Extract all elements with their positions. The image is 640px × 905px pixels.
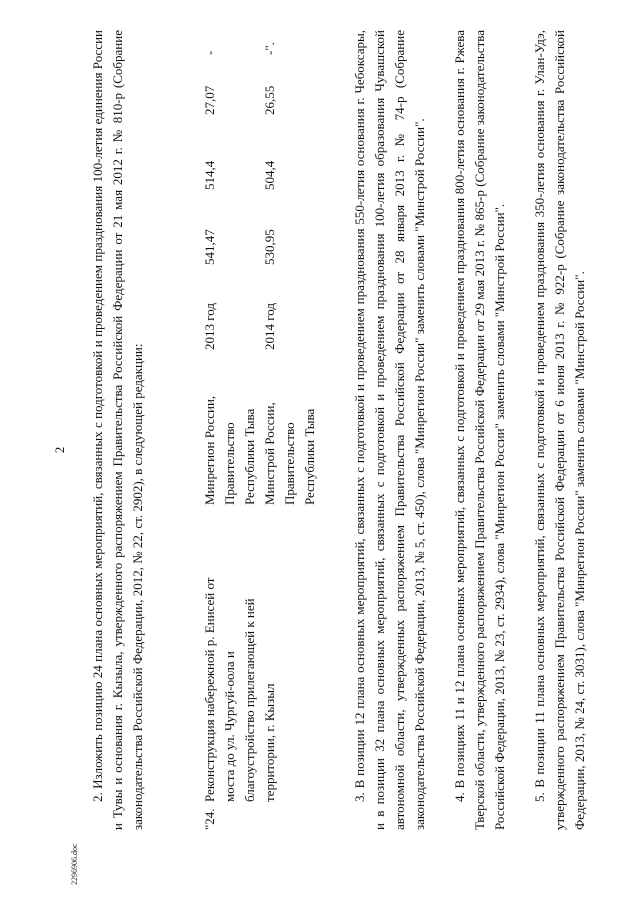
year: 2013 год bbox=[202, 303, 217, 350]
total-value: 541,47 bbox=[202, 229, 217, 265]
position-number: "24. bbox=[202, 808, 217, 830]
paragraph-5: 5. В позиции 11 плана основных мероприятий, связанных с подготовкой и проведением празднования 350-летия основания г. Улан-Удэ, утвержденного распоряжением Правительства Российской Федерации от 6 июня 2013 г. № 922-р (Собрание законодательства Российской Федерации, 2013, № 24, ст. 3031), слова "Минрегион России" заменить словами "Минстрой России". bbox=[532, 30, 587, 830]
regional-value: 26,55 bbox=[262, 85, 277, 115]
other-value: -". bbox=[262, 42, 277, 55]
responsible: Минстрой России, Правительство Республики Тыва bbox=[262, 402, 317, 505]
total-value: 530,95 bbox=[262, 229, 277, 265]
paragraph-4: 4. В позициях 11 и 12 плана основных мероприятий, связанных с подготовкой и проведением празднования 800-летия основания г. Ржева Тверской области, утвержденного распоряжением Правительства Российской Федерации от 29 мая 2013 г. № 865-р (Собрание законодательства Российской Федерации, 2013, № 23, ст. 2934), слова "Минрегион России" заменить словами "Минстрой России". bbox=[452, 30, 507, 830]
responsible: Минрегион России, Правительство Республики Тыва bbox=[202, 395, 257, 505]
page-number: 2 bbox=[52, 446, 67, 454]
year: 2014 год bbox=[262, 303, 277, 350]
paragraph-2: 2. Изложить позицию 24 плана основных мероприятий, связанных с подготовкой и проведением празднования 100-летия единения России и Тувы и основания г. Кызыла, утвержденного распоряжением Правительства Российской Федерации от 21 мая 2012 г. № 810-р (Собрание законодательства Российской Федерации, 2012, № 22, ст. 2902), в следующей редакции: bbox=[90, 30, 145, 830]
measure-title: Реконструкция набережной р. Енисей от моста до ул. Чургуй-оола и благоустройство прилегающей к ней территории, г. Кызыл bbox=[202, 577, 277, 802]
paragraph-3: 3. В позиции 12 плана основных мероприятий, связанных с подготовкой и проведением празднования 550-летия основания г. Чебоксары, и в позиции 32 плана основных мероприятий, связанных с подготовкой и проведением празднования 100-летия образования Чувашской автономной области, утвержденных распоряжением Правительства Российской Федерации от 28 января 2013 г. № 74-р (Собрание законодательства Российской Федерации, 2013, № 5, ст. 450), слова "Минрегион России" заменить словами "Минстрой России". bbox=[352, 30, 427, 830]
footer-code: 2296906.doc bbox=[70, 843, 79, 885]
federal-value: 514,4 bbox=[202, 160, 217, 190]
federal-value: 504,4 bbox=[262, 160, 277, 190]
regional-value: 27,07 bbox=[202, 85, 217, 115]
other-value: - bbox=[202, 50, 217, 55]
rotated-content bbox=[50, 30, 590, 870]
